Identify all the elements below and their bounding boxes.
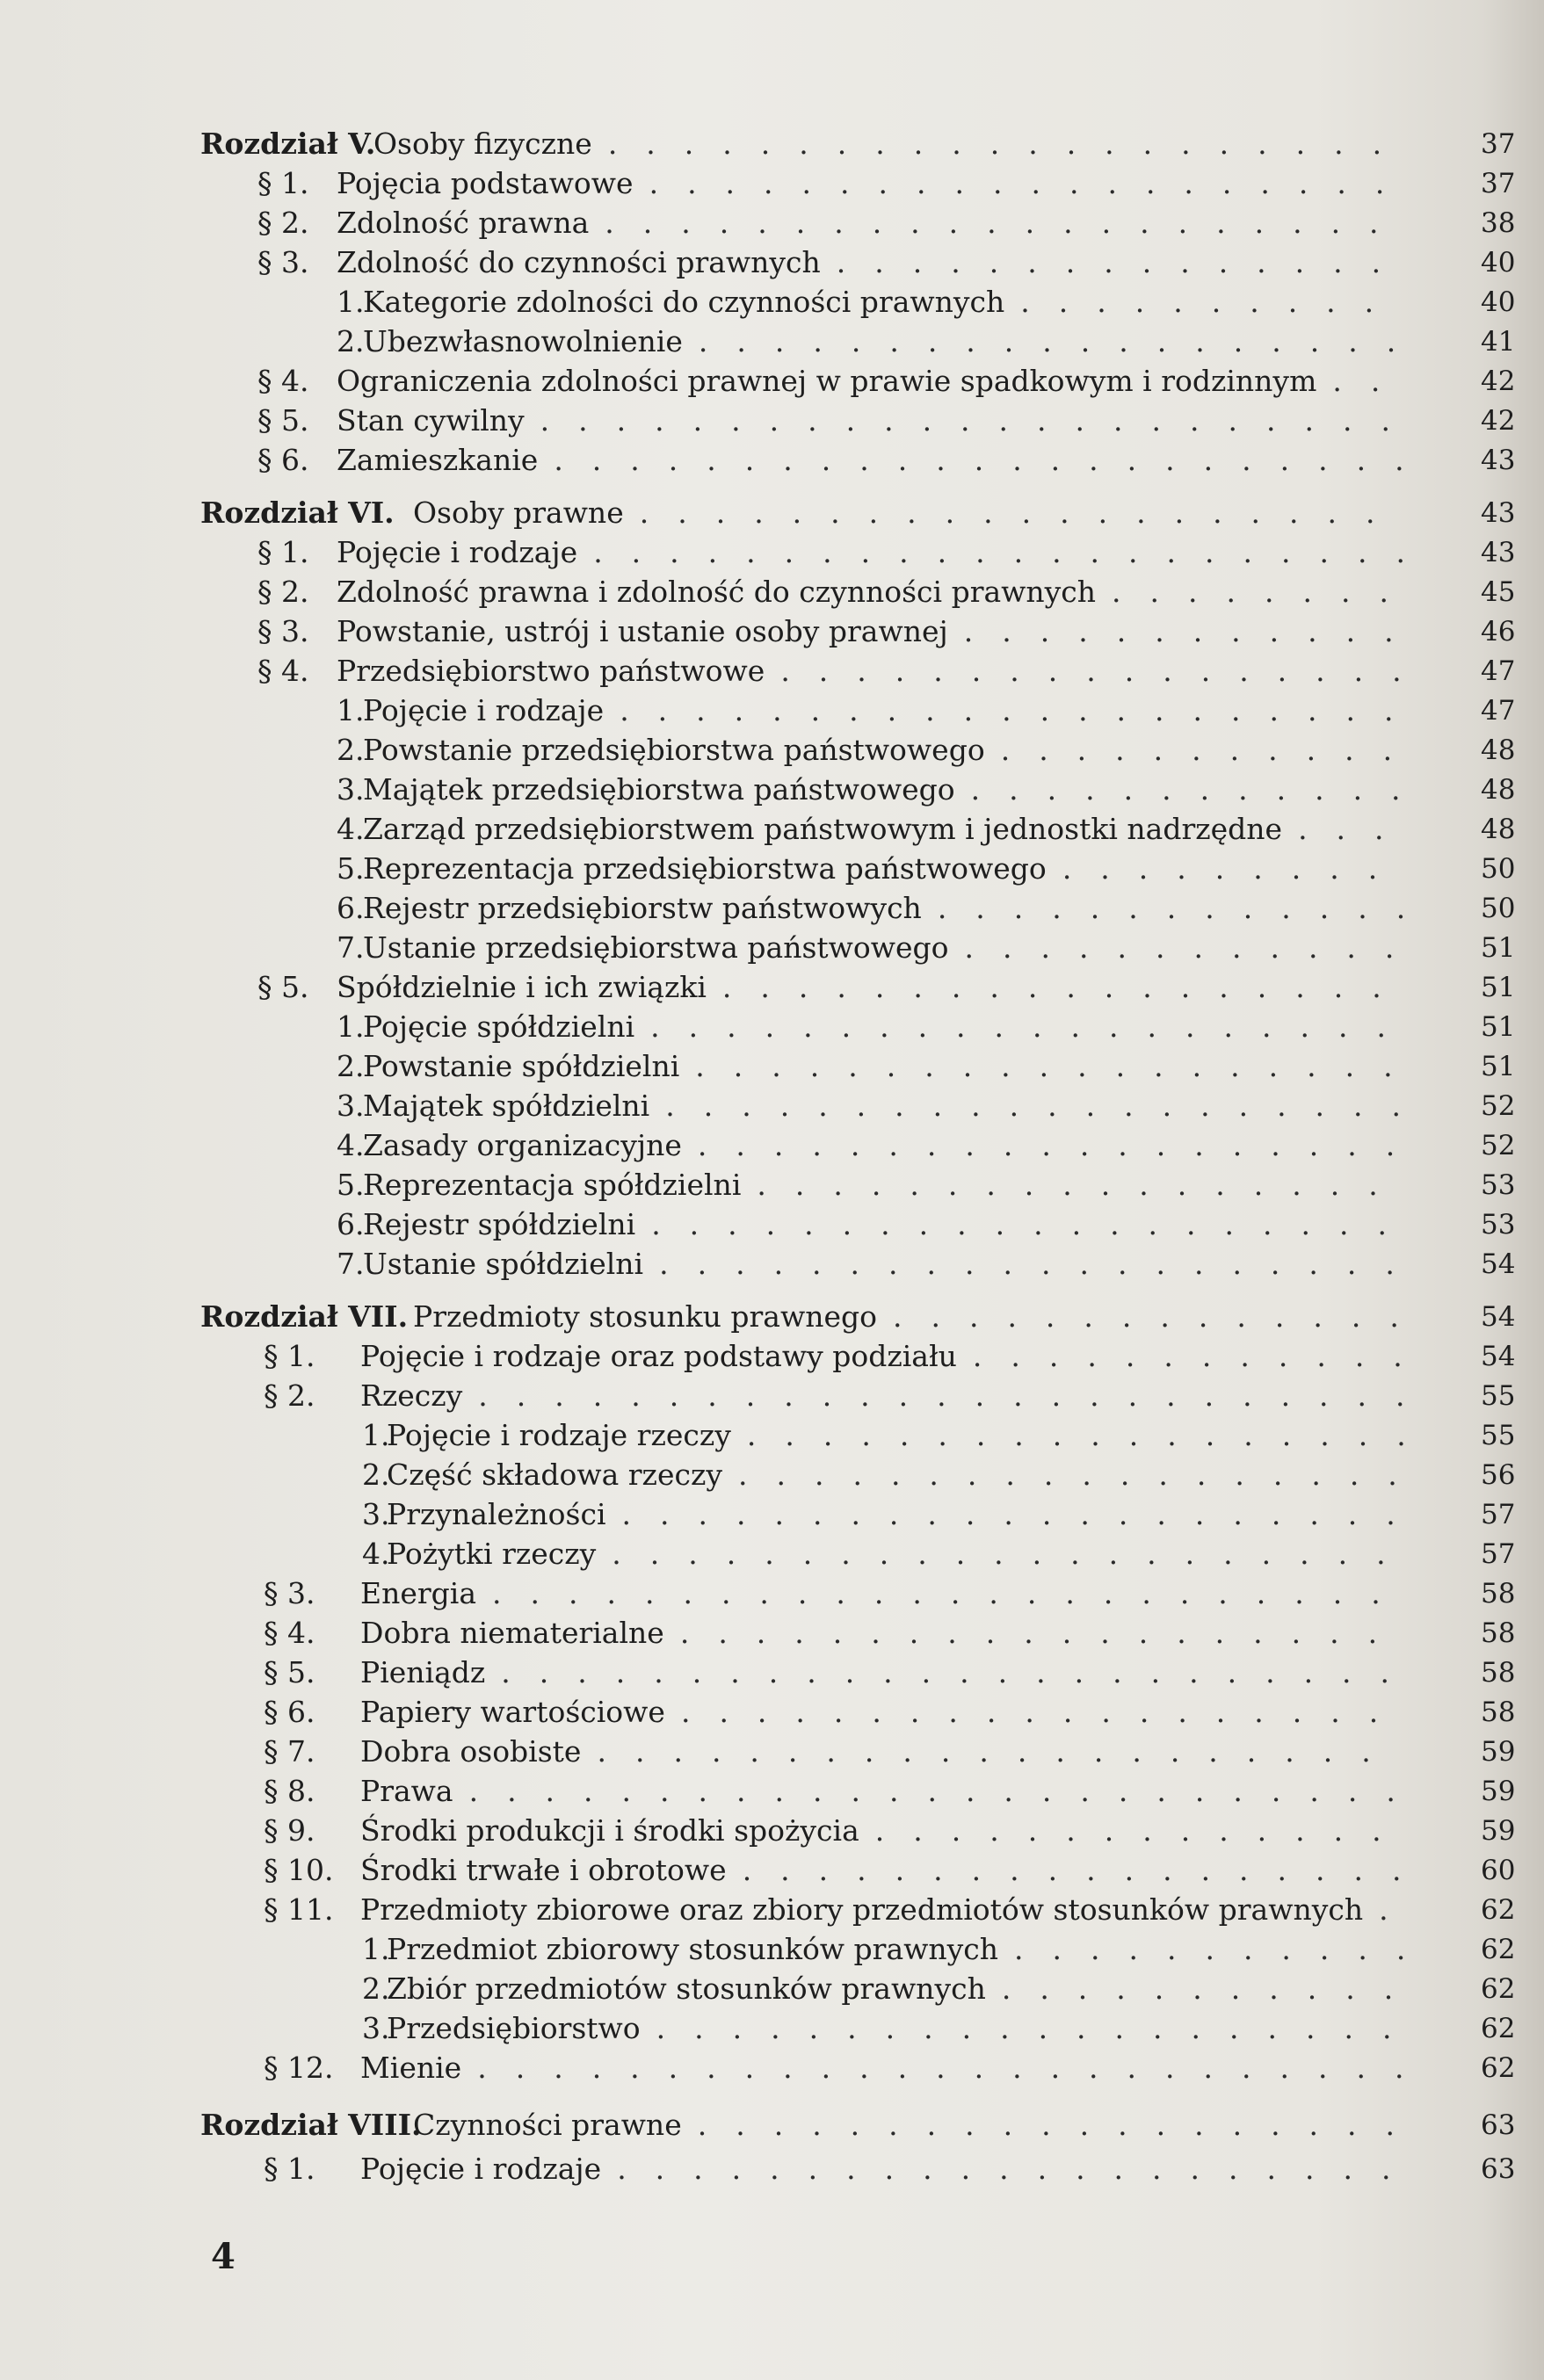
entry-title: Pojęcie i rodzaje [337,535,578,569]
section-label: § 12. [264,2051,334,2085]
item-number: 2. [337,733,365,767]
entry-title: Zdolność prawna [337,206,590,240]
entry-title: Pojęcie i rodzaje [360,2152,602,2186]
page-ref: 54 [1481,1248,1516,1280]
toc-entry [0,1849,1544,1892]
item-number: 7. [337,1247,365,1281]
entry-title: Pojęcie i rodzaje rzeczy [387,1418,731,1452]
leader-dots: . . . . . . . . . . . . . . . . . . . . . [597,1734,1371,1769]
toc-entry [0,360,1544,402]
leader-dots: . . . . . . . . . . . . . . . . . . . . [656,2011,1392,2045]
leader-dots: . . . . . . . . . . . . . . . . . . [737,1458,1397,1492]
toc-entry [0,1731,1544,1773]
toc-entry [0,1573,1544,1615]
page-ref: 47 [1481,695,1516,727]
leader-dots: . . . . . . . . . . [1020,285,1374,319]
page-ref: 37 [1481,168,1516,199]
entry-title: Prawa [360,1774,453,1808]
entry-title: Przedmioty zbiorowe oraz zbiory przedmiotów stosunków prawnych [360,1892,1364,1927]
entry-title: Powstanie spółdzielni [363,1049,680,1083]
toc-entry [0,1968,1544,2010]
entry-title: Osoby fizyczne [373,127,592,161]
section-label: § 4. [257,654,309,688]
toc-entry [0,1414,1544,1457]
entry-title: Rejestr przedsiębiorstw państwowych [363,891,922,925]
chapter-label: Rozdział VIII. [200,2108,422,2142]
section-label: § 2. [257,206,309,240]
entry-title: Powstanie, ustrój i ustanie osoby prawnej [337,614,948,648]
entry-title: Majątek spółdzielni [363,1089,650,1123]
entry-title: Powstanie przedsiębiorstwa państwowego [363,733,985,767]
leader-dots: . . . . . . . . [1112,575,1388,609]
leader-dots: . . . . . . . . . . . . . . . . . . . . . [612,1537,1386,1571]
entry-title: Zasady organizacyjne [363,1128,682,1162]
page-ref: 37 [1481,128,1516,160]
item-number: 2. [362,1458,390,1492]
toc-entry [0,1810,1544,1852]
entry-title: Pożytki rzeczy [387,1537,597,1571]
item-number: 5. [337,851,365,886]
page-ref: 53 [1481,1169,1516,1201]
entry-title: Reprezentacja przedsiębiorstwa państwowego [363,851,1047,886]
toc-entry [0,1296,1544,1338]
toc-entry [0,1494,1544,1536]
leader-dots: . . . . . . . . . . . . . . . . . . [721,970,1381,1004]
item-number: 4. [337,1128,365,1162]
entry-title: Pieniądz [360,1655,486,1689]
page-ref: 51 [1481,1011,1516,1043]
section-label: § 10. [264,1853,334,1887]
toc-entry [0,163,1544,205]
page-ref: 52 [1481,1090,1516,1122]
page-ref: 58 [1481,1617,1516,1649]
section-label: § 6. [264,1695,315,1729]
page-ref: 59 [1481,1776,1516,1807]
leader-dots: . . . . . . . . . . . . . . . . . . . . [639,496,1375,530]
leader-dots: . . . . . . . . . . . . . . . . . . . . . [617,2152,1391,2186]
toc-entry [0,1204,1544,1246]
entry-title: Papiery wartościowe [360,1695,665,1729]
entry-title: Przedsiębiorstwo [387,2011,641,2045]
page-ref: 50 [1481,893,1516,924]
entry-title: Środki produkcji i środki spożycia [360,1813,859,1848]
leader-dots: . . . . . . . . . . . [1001,1971,1394,2006]
entry-title: Dobra osobiste [360,1734,582,1769]
page-ref: 43 [1481,497,1516,529]
toc-entry [0,690,1544,732]
item-number: 2. [337,1049,365,1083]
section-label: § 5. [257,403,309,438]
leader-dots: . . . . . . . . . . . . . . . . . . . . . . . . . [478,1378,1405,1413]
page-ref: 51 [1481,1051,1516,1082]
section-label: § 8. [264,1774,315,1808]
entry-title: Pojęcie spółdzielni [363,1009,635,1044]
entry-title: Rejestr spółdzielni [363,1207,636,1241]
entry-title: Czynności prawne [413,2108,682,2142]
leader-dots: . . . . . . . . . . . . . . . . . . . . . [607,127,1382,161]
leader-dots: . . . . . . . . . . . . . . . . . . . . [665,1089,1402,1123]
toc-entry [0,532,1544,574]
leader-dots: . . . . . . . . . . . . . . . . . . [742,1853,1402,1887]
page-ref: 45 [1481,576,1516,608]
entry-title: Majątek przedsiębiorstwa państwowego [363,772,955,807]
toc-entry [0,611,1544,653]
chapter-label: Rozdział VI. [200,496,395,530]
entry-title: Środki trwałe i obrotowe [360,1853,727,1887]
entry-title: Zdolność prawna i zdolność do czynności prawnych [337,575,1097,609]
section-label: § 3. [264,1576,315,1610]
leader-dots: . . . [1298,812,1384,846]
leader-dots: . . . . . . . . . . . . . . . [836,245,1381,279]
toc-entry [0,242,1544,284]
page-ref: 59 [1481,1736,1516,1768]
item-number: 4. [362,1537,390,1571]
chapter-label: Rozdział V. [200,127,376,161]
leader-dots: . . . . . . . . . . . . . . . . . . . . . [620,693,1394,727]
leader-dots: . . . . . . . . . . . . . . . . . . . [697,2108,1395,2142]
entry-title: Przedsiębiorstwo państwowe [337,654,765,688]
page-ref: 42 [1481,405,1516,437]
item-number: 3. [337,1089,365,1123]
page-ref: 62 [1481,1973,1516,2005]
page-ref: 62 [1481,2052,1516,2084]
page-ref: 55 [1481,1420,1516,1451]
toc-entry [0,1335,1544,1378]
leader-dots: . . . . . . . . . . . . . . . . . . [746,1418,1406,1452]
entry-title: Zamieszkanie [337,443,539,477]
leader-dots: . . . . . . . . . . . . . [937,891,1406,925]
page-ref: 50 [1481,853,1516,885]
section-label: § 6. [257,443,309,477]
page-ref: 52 [1481,1130,1516,1161]
page-ref: 58 [1481,1696,1516,1728]
leader-dots: . . . . . . . . . . . . . . . . . [780,654,1402,688]
entry-title: Osoby prawne [413,496,624,530]
leader-dots: . . . . . . . . . . . [1014,1932,1406,1966]
page-ref: 43 [1481,445,1516,476]
item-number: 1. [362,1932,390,1966]
toc-entry [0,1691,1544,1733]
section-label: § 11. [264,1892,334,1927]
entry-title: Zarząd przedsiębiorstwem państwowym i jednostki nadrzędne [363,812,1283,846]
leader-dots: . . . . . . . . . . . . . . . . . . . [679,1616,1378,1650]
entry-title: Stan cywilny [337,403,525,438]
leader-dots: . . . . . . . . . . . . . . . . . . . . . . . . [492,1576,1381,1610]
page-ref: 56 [1481,1459,1516,1491]
leader-dots: . . . . . . . . . . . . . . . . . . . . [659,1247,1395,1281]
leader-dots: . [1379,1892,1388,1927]
toc-entry [0,769,1544,811]
item-number: 5. [337,1168,365,1202]
leader-dots: . . . . . . . . . . . . [964,930,1395,965]
toc-entry [0,321,1544,363]
toc-entry [0,1164,1544,1206]
toc-entry [0,1375,1544,1417]
section-label: § 5. [264,1655,315,1689]
entry-title: Zdolność do czynności prawnych [337,245,821,279]
section-label: § 1. [264,1339,315,1373]
toc-entry [0,808,1544,850]
item-number: 1. [337,693,365,727]
page-ref: 51 [1481,932,1516,964]
item-number: 1. [337,1009,365,1044]
entry-title: Przedmiot zbiorowy stosunków prawnych [387,1932,998,1966]
section-label: § 1. [257,166,309,200]
toc-entry [0,2007,1544,2050]
item-number: 4. [337,812,365,846]
item-number: 7. [337,930,365,965]
toc-entry [0,1612,1544,1654]
item-number: 1. [362,1418,390,1452]
leader-dots: . . . . . . . . . . . . . . . . . . . . . . . [554,443,1404,477]
leader-dots: . . . . . . . . . . . . . . . . . [757,1168,1378,1202]
page-ref: 58 [1481,1657,1516,1689]
page-ref: 47 [1481,655,1516,687]
item-number: 3. [337,772,365,807]
page-ref: 59 [1481,1815,1516,1847]
entry-title: Ustanie przedsiębiorstwa państwowego [363,930,949,965]
leader-dots: . . . . . . . . . . . . . . [874,1813,1381,1848]
page-ref: 63 [1481,2153,1516,2185]
leader-dots: . . . . . . . . . . . . [972,1339,1403,1373]
page-ref: 60 [1481,1855,1516,1886]
page-ref: 62 [1481,1894,1516,1926]
toc-entry [0,966,1544,1009]
section-label: § 9. [264,1813,315,1848]
item-number: 2. [362,1971,390,2006]
toc-entry [0,1652,1544,1694]
section-label: § 7. [264,1734,315,1769]
item-number: 3. [362,2011,390,2045]
leader-dots: . . . . . . . . . . . . . . . . . . . [698,324,1396,358]
leader-dots: . . . . . . . . . . . . . . . . . . . . . . [593,535,1405,569]
item-number: 6. [337,1207,365,1241]
item-number: 3. [362,1497,390,1531]
leader-dots: . . . . . . . . . . . . . . . . . . . . [651,1207,1387,1241]
page-ref: 57 [1481,1538,1516,1570]
toc-entry [0,2148,1544,2190]
leader-dots: . . . . . . . . . . . . . . . . . . . [695,1049,1393,1083]
toc-entry [0,492,1544,534]
toc-entry [0,1045,1544,1088]
item-number: 6. [337,891,365,925]
toc-entry [0,650,1544,692]
section-label: § 2. [264,1378,315,1413]
page-ref: 53 [1481,1209,1516,1241]
section-label: § 5. [257,970,309,1004]
chapter-label: Rozdział VII. [200,1299,409,1334]
entry-title: Pojęcia podstawowe [337,166,634,200]
page-ref: 38 [1481,207,1516,239]
toc-entry [0,1243,1544,1285]
entry-title: Reprezentacja spółdzielni [363,1168,742,1202]
item-number: 1. [337,285,365,319]
leader-dots: . . . . . . . . . . . . . . . . . . . [697,1128,1395,1162]
toc-entry [0,1125,1544,1167]
page-ref: 48 [1481,814,1516,845]
section-label: § 3. [257,245,309,279]
page-ref: 54 [1481,1301,1516,1333]
toc-entry [0,729,1544,771]
toc-entry [0,571,1544,613]
leader-dots: . . . . . . . . . . . . . . . . . . . . . [621,1497,1395,1531]
page-number: 4 [211,2236,236,2277]
toc-entry [0,1770,1544,1812]
entry-title: Ograniczenia zdolności prawnej w prawie spadkowym i rodzinnym [337,364,1317,398]
page-ref: 57 [1481,1499,1516,1530]
leader-dots: . . . . . . . . . . . . . . . . . . . . . . . [540,403,1390,438]
entry-title: Energia [360,1576,476,1610]
entry-title: Ustanie spółdzielni [363,1247,644,1281]
toc-entry [0,439,1544,481]
page-ref: 40 [1481,286,1516,318]
toc-entry [0,887,1544,930]
toc-entry [0,1085,1544,1127]
leader-dots: . . . . . . . . . . . . . . . . . . . . . . . . [501,1655,1390,1689]
section-label: § 3. [257,614,309,648]
page-ref: 48 [1481,734,1516,766]
page-ref: 46 [1481,616,1516,647]
section-label: § 2. [257,575,309,609]
toc-entry [0,2047,1544,2089]
page-ref: 40 [1481,247,1516,279]
section-label: § 1. [264,2152,315,2186]
entry-title: Zbiór przedmiotów stosunków prawnych [387,1971,986,2006]
toc-entry [0,400,1544,442]
leader-dots: . . . . . . . . . . . . . . . . . . . . [649,166,1385,200]
toc-entry [0,1533,1544,1575]
toc-entry [0,1928,1544,1971]
page-ref: 51 [1481,972,1516,1003]
toc-entry [0,123,1544,165]
entry-title: Dobra niematerialne [360,1616,664,1650]
page-ref: 55 [1481,1380,1516,1412]
toc-entry [0,848,1544,890]
toc-entry [0,1889,1544,1931]
entry-title: Rzeczy [360,1378,463,1413]
page-ref: 42 [1481,365,1516,397]
entry-title: Spółdzielnie i ich związki [337,970,707,1004]
page-ref: 41 [1481,326,1516,358]
entry-title: Kategorie zdolności do czynności prawnych [363,285,1005,319]
toc-entry [0,202,1544,244]
section-label: § 4. [257,364,309,398]
section-label: § 1. [257,535,309,569]
entry-title: Część składowa rzeczy [387,1458,722,1492]
page-ref: 63 [1481,2109,1516,2141]
entry-title: Pojęcie i rodzaje [363,693,605,727]
leader-dots: . . . . . . . . . . . . . . . . . . . . . . . . . [477,2051,1404,2085]
toc-entry [0,2104,1544,2146]
leader-dots: . . . . . . . . . . . [1000,733,1393,767]
toc-entry [0,281,1544,323]
entry-title: Mienie [360,2051,462,2085]
leader-dots: . . . . . . . . . . . . [963,614,1394,648]
leader-dots: . . . . . . . . . . . . . . [892,1299,1399,1334]
item-number: 2. [337,324,365,358]
toc-entry [0,927,1544,969]
leader-dots: . . . . . . . . . . . . [970,772,1401,807]
entry-title: Przynależności [387,1497,606,1531]
toc-entry [0,1454,1544,1496]
leader-dots: . . [1332,364,1381,398]
entry-title: Ubezwłasnowolnienie [363,324,683,358]
leader-dots: . . . . . . . . . . . . . . . . . . . . . [605,206,1379,240]
page-ref: 58 [1481,1578,1516,1610]
leader-dots: . . . . . . . . . . . . . . . . . . . . [650,1009,1386,1044]
leader-dots: . . . . . . . . . [1062,851,1378,886]
page-ref: 54 [1481,1341,1516,1372]
section-label: § 4. [264,1616,315,1650]
toc-entry [0,1006,1544,1048]
entry-title: Przedmioty stosunku prawnego [413,1299,877,1334]
page-ref: 43 [1481,537,1516,568]
entry-title: Pojęcie i rodzaje oraz podstawy podziału [360,1339,957,1373]
page-ref: 62 [1481,2013,1516,2044]
leader-dots: . . . . . . . . . . . . . . . . . . . [680,1695,1379,1729]
leader-dots: . . . . . . . . . . . . . . . . . . . . . . . . . [468,1774,1395,1808]
page-ref: 62 [1481,1934,1516,1965]
page-ref: 48 [1481,774,1516,806]
